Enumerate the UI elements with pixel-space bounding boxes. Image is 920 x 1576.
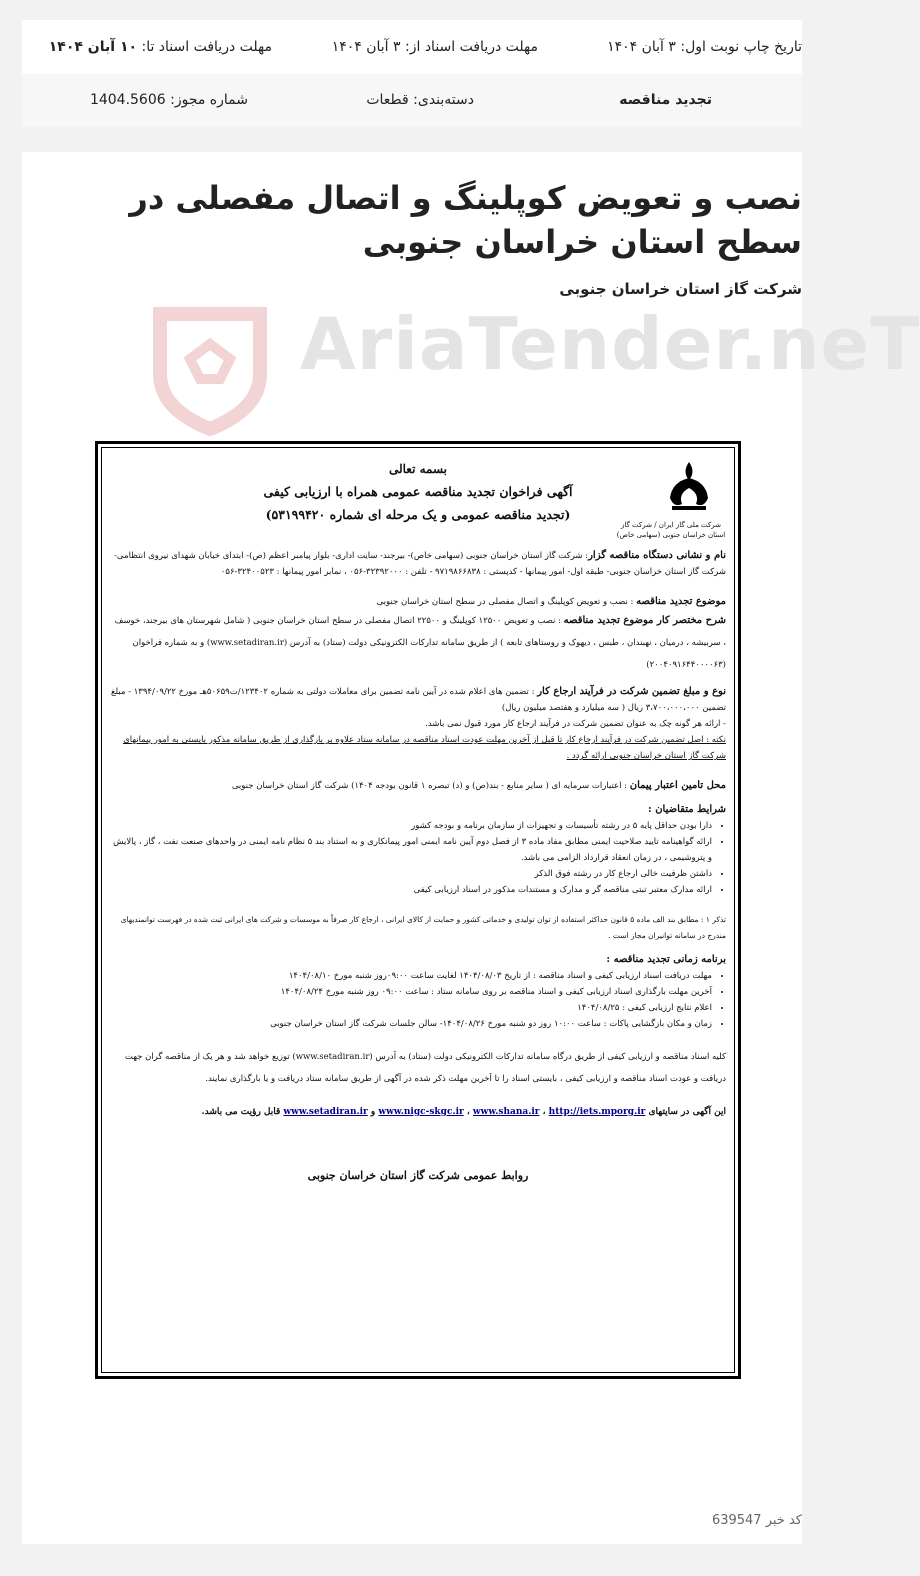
funding-source-text: : اعتبارات سرمایه ای ( سایر منابع - بند(ص) و (د) تبصره ۱ قانون بودجه ۱۴۰۴) شرکت گاز استان خراسان جنوبی <box>231 781 630 791</box>
site-link-setadiran[interactable]: www.setadiran.ir <box>283 1107 368 1117</box>
spacer <box>110 676 726 684</box>
spacer <box>110 944 726 952</box>
schedule-title: برنامه زمانی تجدید مناقصه : <box>606 954 726 965</box>
site-link-nigc[interactable]: www.nigc-skgc.ir <box>378 1107 464 1117</box>
conditions-list <box>110 818 726 898</box>
tender-subject <box>110 594 726 610</box>
tenderer-address <box>110 548 726 580</box>
schedule-item: • زمان و مکان بازگشایی پاکات : ساعت ۱۰:۰۰ روز دو شنبه مورخ ۱۴۰۴/۰۸/۲۶- سالن جلسات شرکت گاز استان خراسان جنوبی <box>110 1016 712 1032</box>
spacer <box>110 1032 726 1046</box>
guarantee-info <box>110 684 726 716</box>
condition-item: • داشتن ظرفیت خالی ارجاع کار در رشته فوق الذکر <box>110 866 712 882</box>
doc-receive-from: مهلت دریافت اسناد از: ۳ آبان ۱۴۰۴ <box>331 39 538 55</box>
sites-prefix: این آگهی در سایتهای <box>645 1107 726 1117</box>
spacer <box>110 898 726 912</box>
license-number: شماره مجوز: 1404.5606 <box>89 92 248 108</box>
guarantee-text: : تضمین های اعلام شده در آیین نامه تضمین برای معاملات دولتی به شماره ۱۲۳۴۰۲/ت۵۰۶۵۹هـ مورخ ۱۳۹۴/۰۹/۲۲ - مبلغ تضمین ۳،۷۰۰،۰۰۰،۰۰۰ ریال ( سه میلیارد و هفتصد میلیون ریال) <box>110 687 726 713</box>
tender-meta-row <box>22 74 802 127</box>
news-code: کد خبر 639547 <box>711 1513 802 1528</box>
tender-dates-row <box>22 20 802 74</box>
work-description-text: : نصب و تعویض ۱۲۵۰۰ کوپلینگ و ۲۲۵۰۰ اتصال مفصلی در سطح استان خراسان جنوبی ( شامل شهرستان های بیرجند، خوسف ، سربیشه ، درمیان ، نهبندان ، طبس ، دیهوک و روستاهای تابعه ) از طریق سامانه تدارکات الکترونیکی دولت (ستاد) به آدرس (www.setadiran.ir) و به شماره فراخوان (۲۰۰۴۰۹۱۶۴۴۰۰۰۰۶۳) <box>114 616 726 670</box>
sites-suffix: قابل رؤیت می باشد. <box>201 1107 284 1117</box>
doc-receive-to-label: مهلت دریافت اسناد تا: <box>137 39 272 55</box>
conditions-title: شرایط متقاضیان : <box>648 804 726 815</box>
guarantee-label: نوع و مبلغ تضمین شرکت در فرآیند ارجاع کار <box>537 686 726 697</box>
note-1: تذکر ۱ : مطابق بند الف ماده ۵ قانون حداکثر استفاده از توان تولیدی و خدماتی کشور و حمایت از کالای ایرانی ، ارجاع کار صرفاً به موسسات و شرکت های ایرانی ثبت شده در فهرست توانمندیهای مندرج در سامانه توانیران مجاز است . <box>120 915 726 940</box>
notice-body <box>110 454 726 1184</box>
notice-header-title: آگهی فراخوان تجدید مناقصه عمومی همراه با ارزیابی کیفی <box>263 484 573 499</box>
watermark-logo-icon <box>150 304 270 434</box>
tender-type: تجدید مناقصه <box>619 92 712 108</box>
condition-item: • ارائه گواهینامه تایید صلاحیت ایمنی مطابق مفاد ماده ۳ از فصل دوم آیین نامه ایمنی امور پیمانکاری و به استناد بند ۵ نظام نامه ایمنی در واحدهای صنعت نفت ، گاز ، پالایش و پتروشیمی ، در زمان انعقاد قرارداد الزامی می باشد. <box>110 834 712 866</box>
spacer <box>110 794 726 802</box>
watermark-text: AriaTender.neT <box>300 302 920 386</box>
tender-notice-image <box>95 441 741 1379</box>
notice-header-bismillah: بسمه تعالی <box>388 462 448 476</box>
page-title: نصب و تعویض کوپلینگ و اتصال مفصلی در سطح استان خراسان جنوبی <box>129 179 802 261</box>
condition-item: • دارا بودن حداقل پایه ۵ در رشته تأسیسات و تجهیزات از سازمان برنامه و بودجه کشور <box>110 818 712 834</box>
schedule-item: • مهلت دریافت اسناد ارزیابی کیفی و اسناد مناقصه : از تاریخ ۱۴۰۴/۰۸/۰۳ لغایت ساعت ۰۹:۰۰روز شنبه مورخ ۱۴۰۴/۰۸/۱۰ <box>110 968 712 984</box>
site-link-iets[interactable]: http://iets.mporg.ir <box>548 1107 646 1117</box>
funding-source-label: محل تامین اعتبار پیمان <box>629 780 726 791</box>
spacer <box>110 580 726 594</box>
tenderer-address-label: نام و نشانی دستگاه مناقصه گزار <box>588 550 726 561</box>
funding-source <box>110 778 726 794</box>
closing-paragraph: کلیه اسناد مناقصه و ارزیابی کیفی از طریق درگاه سامانه تدارکات الکترونیکی دولت (ستاد) به آدرس (www.setadiran.ir) توزیع خواهد شد و هر یک از مناقصه گران جهت دریافت و عودت اسناد مناقصه و ارزیابی کیفی ، بایستی اسناد را تا آخرین مهلت ذکر شده در آگهی از طریق سامانه ستاد دریافت و یا بارگذاری نمایند. <box>124 1052 726 1084</box>
tender-subject-label: موضوع تجدید مناقصه <box>636 596 726 607</box>
company-name[interactable]: شرکت گاز استان خراسان جنوبی <box>559 280 802 298</box>
gas-logo-caption: شرکت ملی گاز ایران / شرکت گاز استان خراسان جنوبی (سهامی خاص) <box>616 521 726 539</box>
tender-category: دسته‌بندی: قطعات <box>366 92 474 108</box>
tender-detail-card <box>22 152 920 1544</box>
work-description <box>110 610 726 676</box>
guarantee-note-2: نکته : اصل تضمین شرکت در فرآیند ارجاع کار تا قبل از آخرین مهلت عودت اسناد مناقصه در سامانه ستاد علاوه بر بارگذاری از طریق سامانه مذکور بایستی به امور پیمانهای شرکت گاز استان خراسان جنوبی ارائه گردد . <box>123 735 726 761</box>
spacer <box>110 540 726 548</box>
notice-header-number: (تجدید مناقصه عمومی و یک مرحله ای شماره ۵۳۱۹۹۴۲۰) <box>265 507 571 522</box>
work-description-label: شرح مختصر کار موضوع تجدید مناقصه <box>563 615 726 626</box>
notice-signature: روابط عمومی شرکت گاز استان خراسان جنوبی <box>307 1169 529 1182</box>
spacer <box>110 1090 726 1104</box>
tender-info-card <box>22 20 802 127</box>
schedule-item: • آخرین مهلت بارگذاری اسناد ارزیابی کیفی و اسناد مناقصه بر روی سامانه ستاد : ساعت ۰۹:۰۰ روز شنبه مورخ ۱۴۰۴/۰۸/۲۴ <box>110 984 712 1000</box>
schedule-list <box>110 968 726 1032</box>
published-sites: این آگهی در سایتهای www.nigc-skgc.ir ، www.shana.ir ، http://iets.mporg.ir و www.setadiran.ir قابل رؤیت می باشد. <box>201 1107 726 1117</box>
guarantee-note-1: - ارائه هر گونه چک به عنوان تضمین شرکت در فرآیند ارجاع کار مورد قبول نمی باشد. <box>425 719 726 729</box>
condition-item: • ارائه مدارک معتبر تبتی مناقصه گر و مدارک و مستندات مذکور در اسناد ارزیابی کیفی <box>110 882 712 898</box>
spacer <box>110 764 726 778</box>
first-print-date: تاریخ چاپ نوبت اول: ۳ آبان ۱۴۰۴ <box>607 39 802 55</box>
doc-receive-to-value: ۱۰ آبان ۱۴۰۴ <box>48 39 138 55</box>
site-link-shana[interactable]: www.shana.ir <box>472 1107 540 1117</box>
tenderer-address-text: : شرکت گاز استان خراسان جنوبی (سهامی خاص)- بیرجند- سایت اداری- بلوار پیامبر اعظم (ص)- ابتدای خیابان شهدای نیروی انتظامی- شرکت گاز استان خراسان جنوبی- طبقه اول- امور پیمانها - کدپستی : ۹۷۱۹۸۶۶۸۳۸ - تلفن : ۳۲۳۹۲۰۰۰-۰۵۶ ، نمابر امور پیمانها : ۳۲۴۰۰۵۲۳-۰۵۶ <box>114 551 726 577</box>
doc-receive-to <box>49 39 272 55</box>
tender-subject-text: : نصب و تعویض کوپلینگ و اتصال مفصلی در سطح استان خراسان جنوبی <box>376 597 637 607</box>
schedule-item: • اعلام نتایج ارزیابی کیفی : ۱۴۰۴/۰۸/۲۵ <box>110 1000 712 1016</box>
